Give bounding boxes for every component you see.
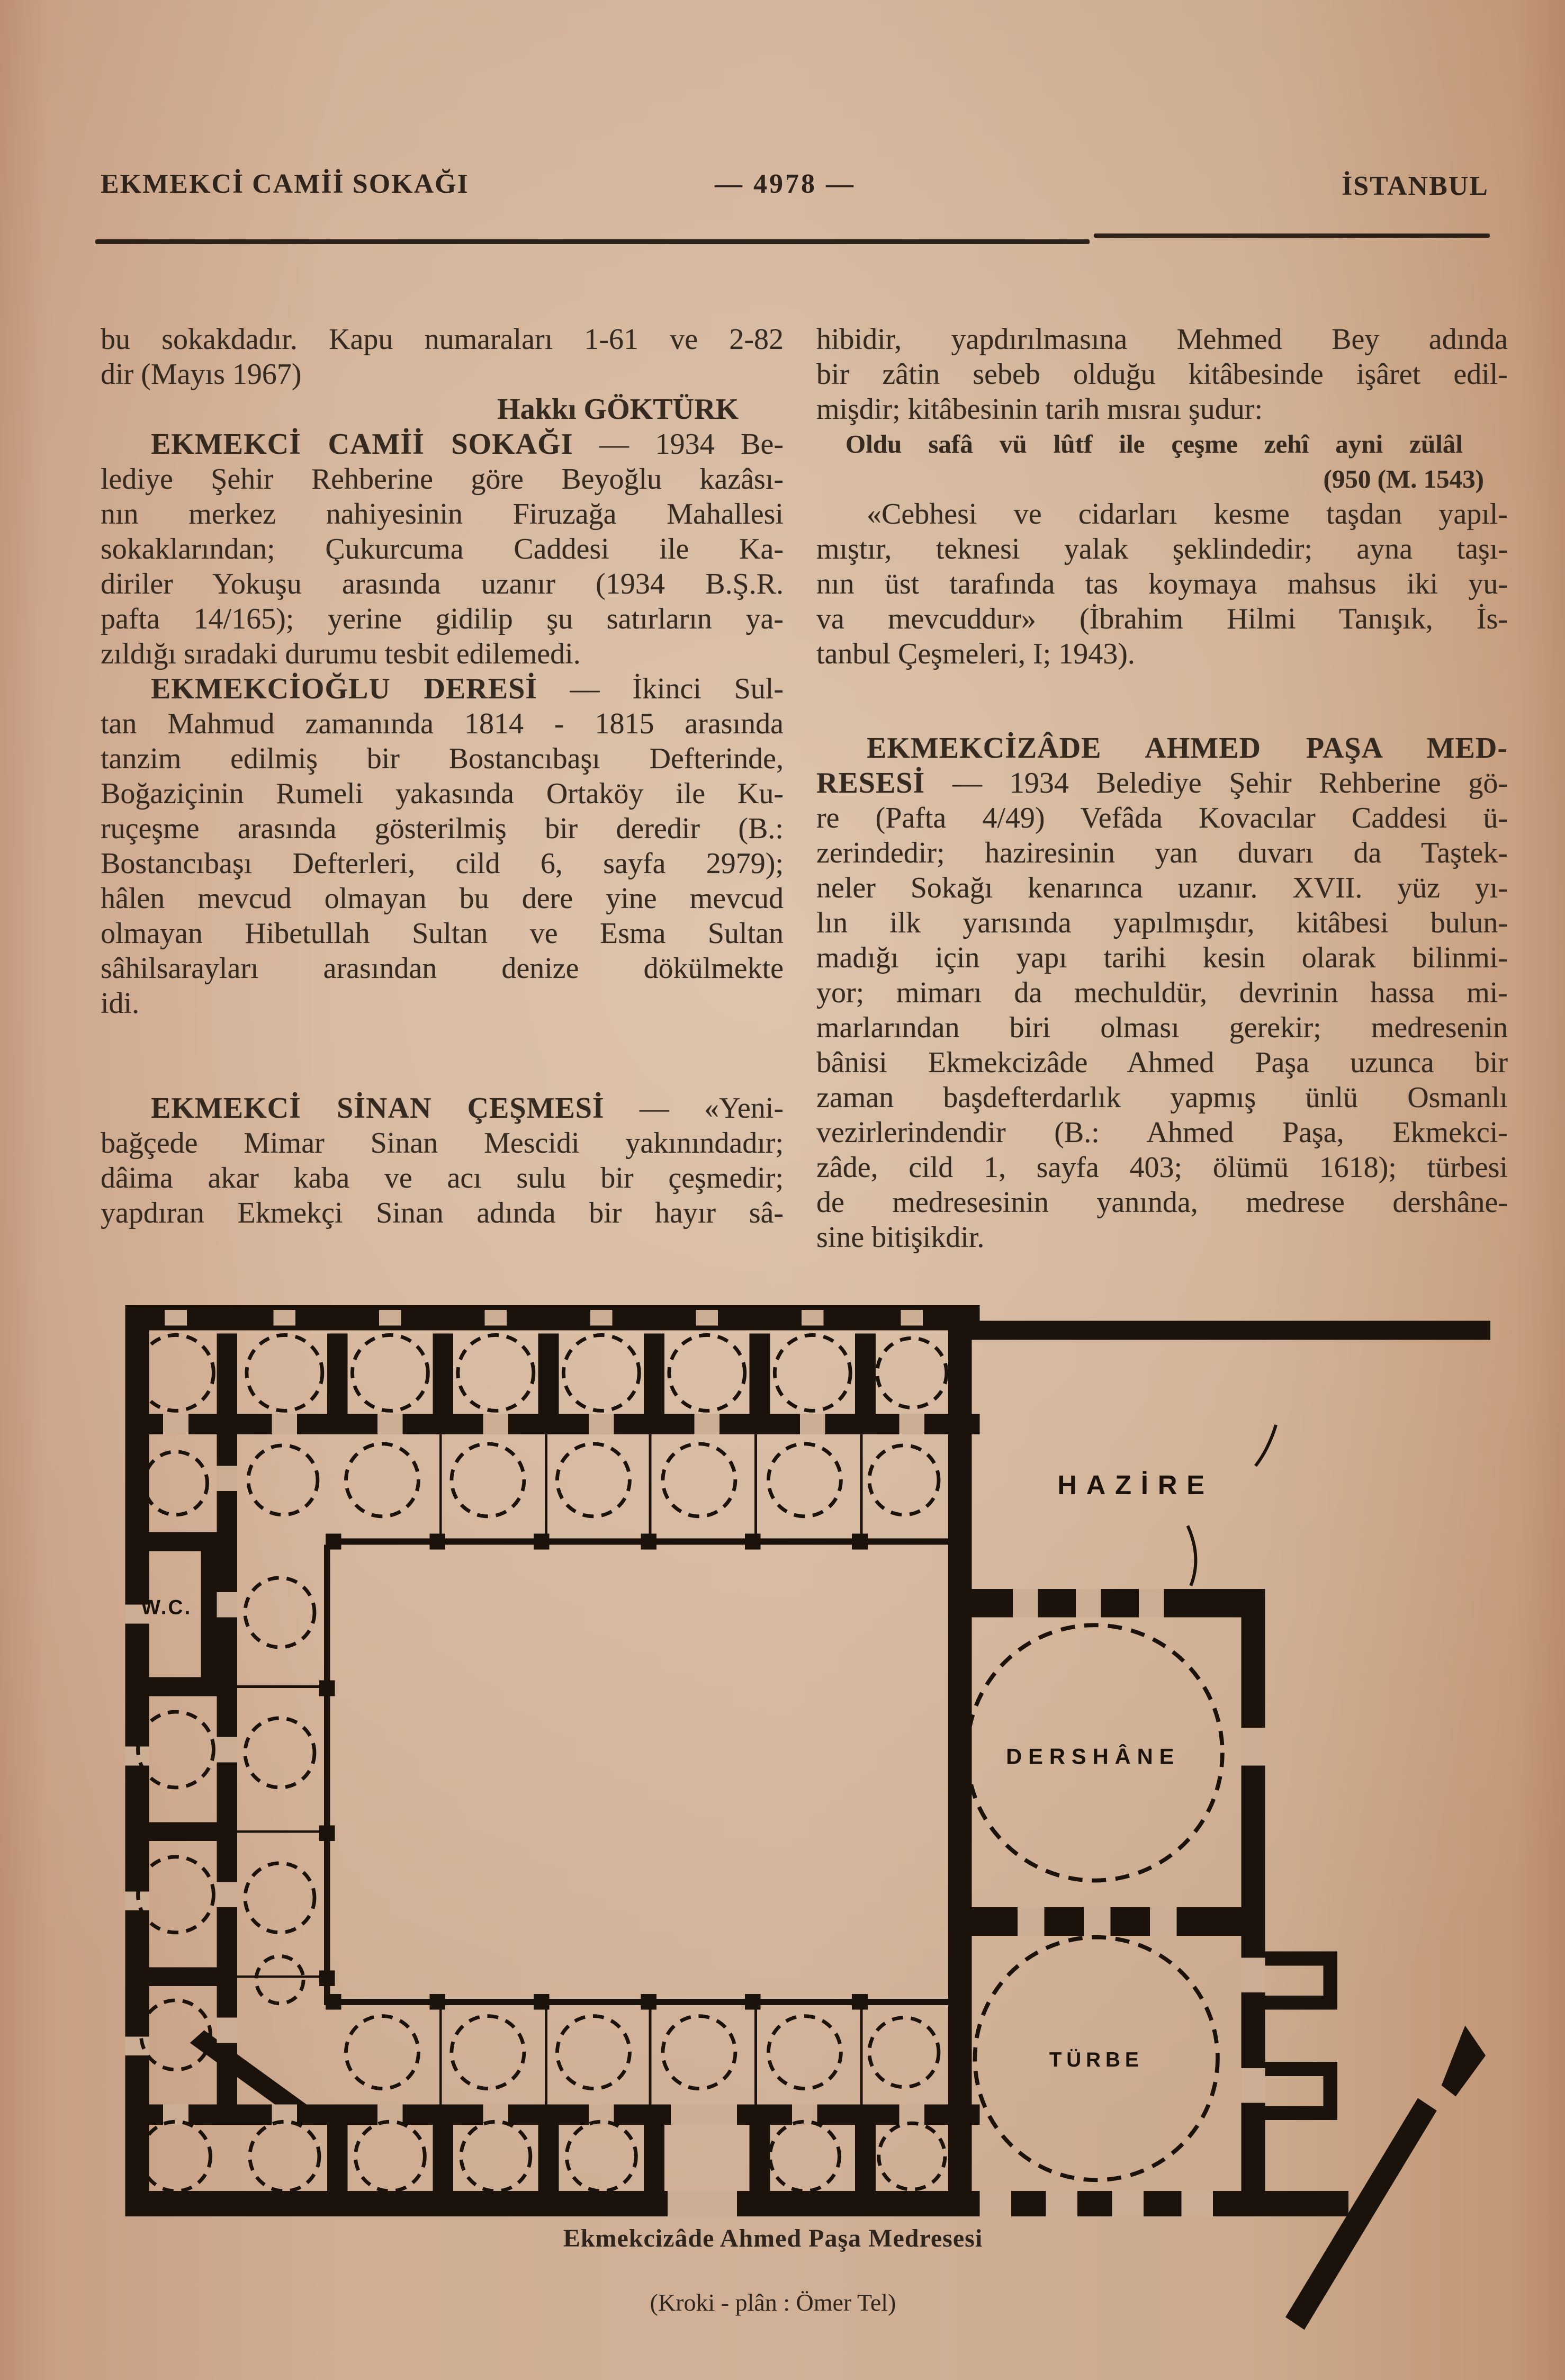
- byline-author: Hakkı GÖKTÜRK: [497, 393, 739, 426]
- entry-title-rest: — İkinci Sul-: [537, 672, 784, 705]
- text-line: bânisi Ekmekcizâde Ahmed Paşa uzunca bir: [816, 1046, 1508, 1079]
- left-column: [101, 322, 784, 1231]
- text-line: mişdir; kitâbesinin tarih mısraı şudur:: [816, 393, 1263, 426]
- text-line: re (Pafta 4/49) Vefâda Kovacılar Caddesi ü-: [816, 802, 1508, 834]
- entry-heading-line: EKMEKCİZÂDE AHMED PAŞA MED-: [867, 732, 1508, 765]
- text-line: diriler Yokuşu arasında uzanır (1934 B.Ş.R.: [101, 568, 784, 600]
- paragraph-gap: [816, 671, 1508, 731]
- entry-title-rest: — 1934 Belediye Şehir Rehberine gö-: [925, 767, 1508, 800]
- text-line: zıldığı sıradaki durumu tesbit edilemedi.: [101, 637, 581, 670]
- text-line: zâde, cild 1, sayfa 403; ölümü 1618); türbesi: [816, 1151, 1508, 1184]
- text-line: tanzim edilmiş bir Bostancıbaşı Defterinde,: [101, 742, 784, 775]
- entry-title: EKMEKCİ CAMİİ SOKAĞI: [151, 428, 573, 461]
- plan-label-dershane: DERSHÂNE: [1006, 1744, 1181, 1769]
- text-line: ruçeşme arasında gösterilmiş bir deredir (B.:: [101, 812, 784, 845]
- entry-title-rest: — 1934 Be-: [573, 428, 784, 461]
- text-line: nın merkez nahiyesinin Firuzağa Mahallesi: [101, 498, 784, 531]
- text-line: tanbul Çeşmeleri, I; 1943).: [816, 637, 1135, 670]
- text-line: bağçede Mimar Sinan Mescidi yakınındadır;: [101, 1127, 784, 1160]
- text-line: sâhilsarayları arasından denize dökülmekte: [101, 952, 784, 985]
- text-line: yapdıran Ekmekçi Sinan adında bir hayır sâ-: [101, 1197, 784, 1229]
- text-line: tan Mahmud zamanında 1814 - 1815 arasında: [101, 707, 784, 740]
- text-line: lediye Şehir Rehberine göre Beyoğlu kazâsı-: [101, 463, 784, 496]
- text-line: yor; mimarı da mechuldür, devrinin hassa mi-: [816, 976, 1508, 1009]
- text-line: lın ilk yarısında yapılmışdır, kitâbesi bulun-: [816, 906, 1508, 939]
- plan-label-hazire: HAZİRE: [1057, 1470, 1214, 1501]
- text-line: hâlen mevcud olmayan bu dere yine mevcud: [101, 882, 784, 915]
- text-line: marlarından biri olması gerekir; medresenin: [816, 1011, 1508, 1044]
- header-page-number: — 4978 —: [715, 169, 856, 199]
- text-line: va mevcuddur» (İbrahim Hilmi Tanışık, İs-: [816, 603, 1508, 635]
- paragraph-gap: [101, 1021, 784, 1091]
- entry-heading-line: [101, 671, 784, 706]
- plan-caption-credit: (Kroki - plân : Ömer Tel): [650, 2289, 896, 2316]
- plan-label-wc: W.C.: [141, 1596, 192, 1619]
- text-line: neler Sokağı kenarınca uzanır. XVII. yüz yı-: [816, 872, 1508, 904]
- entry-heading-line: [816, 766, 1508, 801]
- entry-title: RESESİ: [816, 767, 925, 800]
- plan-portico-colonnade: [237, 1434, 948, 2104]
- entry-title: EKMEKCİOĞLU DERESİ: [151, 672, 538, 705]
- verse-line: Oldu safâ vü lûtf ile çeşme zehî ayni zülâl: [846, 429, 1463, 459]
- header-right-title: İSTANBUL: [1341, 171, 1489, 201]
- plan-pen-scratches: [1188, 1425, 1276, 1586]
- entry-title-rest: — «Yeni-: [604, 1092, 784, 1125]
- floor-plan-svg: [103, 1289, 1490, 2346]
- text-line: dâima akar kaba ve acı sulu bir çeşmedir;: [101, 1162, 784, 1195]
- text-line: hibidir, yapdırılmasına Mehmed Bey adında: [816, 323, 1508, 356]
- header-left-title: EKMEKCİ CAMİİ SOKAĞI: [101, 169, 469, 199]
- entry-heading-line: [101, 427, 784, 462]
- text-line: de medresesinin yanında, medrese dershâne-: [816, 1186, 1508, 1219]
- entry-heading-line: [101, 1091, 784, 1126]
- right-column: [816, 322, 1508, 1255]
- text-line: idi.: [101, 987, 140, 1020]
- text-line: Bostancıbaşı Defterleri, cild 6, sayfa 2979);: [101, 847, 784, 880]
- text-line: vezirlerindendir (B.: Ahmed Paşa, Ekmekci-: [816, 1116, 1508, 1149]
- text-line: zerindedir; haziresinin yan duvarı da Taştek-: [816, 837, 1508, 869]
- text-line: mıştır, teknesi yalak şeklindedir; ayna taşı-: [816, 533, 1508, 565]
- text-line: zaman başdefterdarlık yapmış ünlü Osmanlı: [816, 1081, 1508, 1114]
- plan-label-turbe: TÜRBE: [1049, 2048, 1144, 2071]
- text-line: dir (Mayıs 1967): [101, 358, 302, 391]
- text-line: bu sokakdadır. Kapu numaraları 1-61 ve 2-82: [101, 323, 784, 356]
- plan-caption-title: Ekmekcizâde Ahmed Paşa Medresesi: [563, 2224, 983, 2252]
- text-line: pafta 14/165); yerine gidilip şu satırların ya-: [101, 603, 784, 635]
- verse-date: (950 (M. 1543): [1323, 464, 1484, 493]
- header-rule-right: [1094, 233, 1490, 238]
- text-line: sine bitişikdir.: [816, 1221, 985, 1254]
- text-line: madığı için yapı tarihi kesin olarak bilinmi-: [816, 941, 1508, 974]
- text-line: sokaklarından; Çukurcuma Caddesi ile Ka-: [101, 533, 784, 565]
- text-line: Boğaziçinin Rumeli yakasında Ortaköy ile Ku-: [101, 777, 784, 810]
- text-line: nın üst tarafında tas koymaya mahsus iki yu-: [816, 568, 1508, 600]
- text-line: bir zâtin sebeb olduğu kitâbesinde işâret edil-: [816, 358, 1508, 391]
- text-line: «Cebhesi ve cidarları kesme taşdan yapıl-: [867, 498, 1508, 531]
- entry-title: EKMEKCİ SİNAN ÇEŞMESİ: [151, 1092, 605, 1125]
- header-rule-left: [95, 239, 1090, 244]
- text-line: olmayan Hibetullah Sultan ve Esma Sultan: [101, 917, 784, 950]
